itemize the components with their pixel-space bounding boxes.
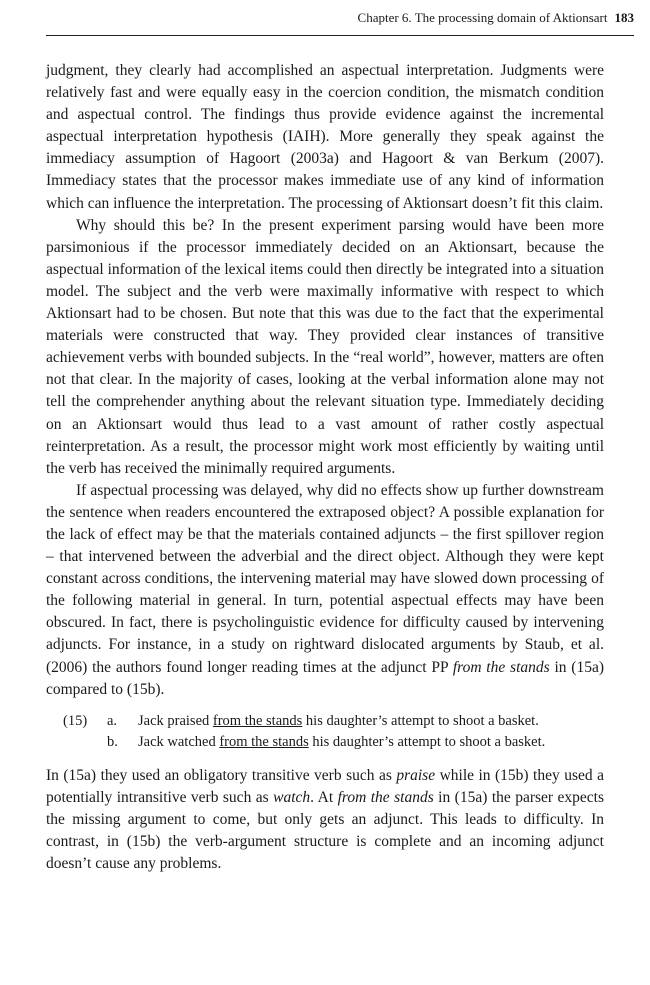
italic-run: from the stands (337, 788, 434, 806)
example-sentence (138, 732, 604, 753)
text-run: Why should this be? In the present experiment parsing would have been more parsimonious if the processor immediately decided on an Aktionsart, because the aspectual information of the lexical items could then directly be integrated into a situation model. The subject and the verb were maximally informative with respect to which Aktionsart had to be chosen. But note that this was due to the fact that the experimental materials were constructed that way. They provided clear instances of transitive achievement verbs with bounded subjects. In the “real world”, however, matters are often not that clear. In the majority of cases, looking at the verbal information alone may not tell the comprehender anything about the relevant situation type. Immediately deciding on an Aktionsart would thus lead to a vast amount of rather costly aspectual reinterpretation. As a result, the processor might work most efficiently by waiting until the verb has received the minimally required arguments. (46, 216, 604, 477)
text-run: . At (310, 788, 338, 806)
italic-run: from the stands (452, 658, 550, 676)
underlined-run: from the stands (212, 712, 303, 729)
text-run: judgment, they clearly had accomplished an aspectual interpretation. Judgments were relatively fast and were equally easy in the coercion condition, the mismatch condition and aspectual control. The findings thus provide evidence against the incremental aspectual interpretation hypothesis (IAIH). More generally they speak against the immediacy assumption of Hagoort (2003a) and Hagoort & van Berkum (2007). Immediacy states that the processor makes immediate use of any kind of information which can influence the interpretation. The processing of Aktionsart doesn’t fit this claim. (46, 62, 604, 212)
paragraph-3 (46, 480, 604, 701)
page-body (46, 60, 604, 875)
example-15 (46, 711, 604, 753)
example-letter: b. (107, 733, 118, 750)
header-rule (46, 35, 634, 36)
example-number: (15) (63, 712, 88, 729)
example-15a (46, 711, 604, 732)
paragraph-1 (46, 60, 604, 215)
text-run: his daughter’s attempt to shoot a basket. (308, 733, 546, 750)
page-number: 183 (614, 10, 634, 25)
underlined-run: from the stands (219, 733, 309, 750)
text-run: Jack praised (138, 712, 213, 729)
chapter-title: Chapter 6. The processing domain of Aktionsart (357, 10, 608, 25)
text-run: his daughter’s attempt to shoot a basket. (302, 712, 539, 729)
example-15b (46, 732, 604, 753)
paragraph-2 (46, 215, 604, 480)
example-letter: a. (107, 712, 118, 729)
italic-run: praise (396, 766, 436, 784)
text-run: in (15a) compared to (15b). (46, 658, 604, 698)
paragraph-4 (46, 765, 604, 875)
running-header (46, 10, 634, 26)
text-run: while in (15b) they used a potentially intransitive verb such as (46, 766, 604, 806)
text-run: If aspectual processing was delayed, why did no effects show up further downstream the sentence when readers encountered the extraposed object? A possible explanation for the lack of effect may be that the materials contained adjuncts – the first spillover region – that intervened between the adverbial and the direct object. Although they were kept constant across conditions, the intervening material may have slowed down processing of the following material in general. In turn, potential aspectual effects may have been obscured. In fact, there is psycholinguistic evidence for difficulty caused by intervening adjuncts. For instance, in a study on rightward dislocated arguments by Staub, et al.(2006) the authors found longer reading times at the adjunct PP (46, 481, 604, 676)
text-run: in (15a) the parser expects the missing argument to come, but only gets an adjunct. This leads to difficulty. In contrast, in (15b) the verb-argument structure is complete and an incoming adjunct doesn’t cause any problems. (46, 788, 604, 873)
italic-run: watch (273, 788, 311, 806)
text-run: In (15a) they used an obligatory transitive verb such as (46, 766, 397, 784)
example-sentence (138, 711, 604, 732)
text-run: Jack watched (138, 733, 220, 750)
